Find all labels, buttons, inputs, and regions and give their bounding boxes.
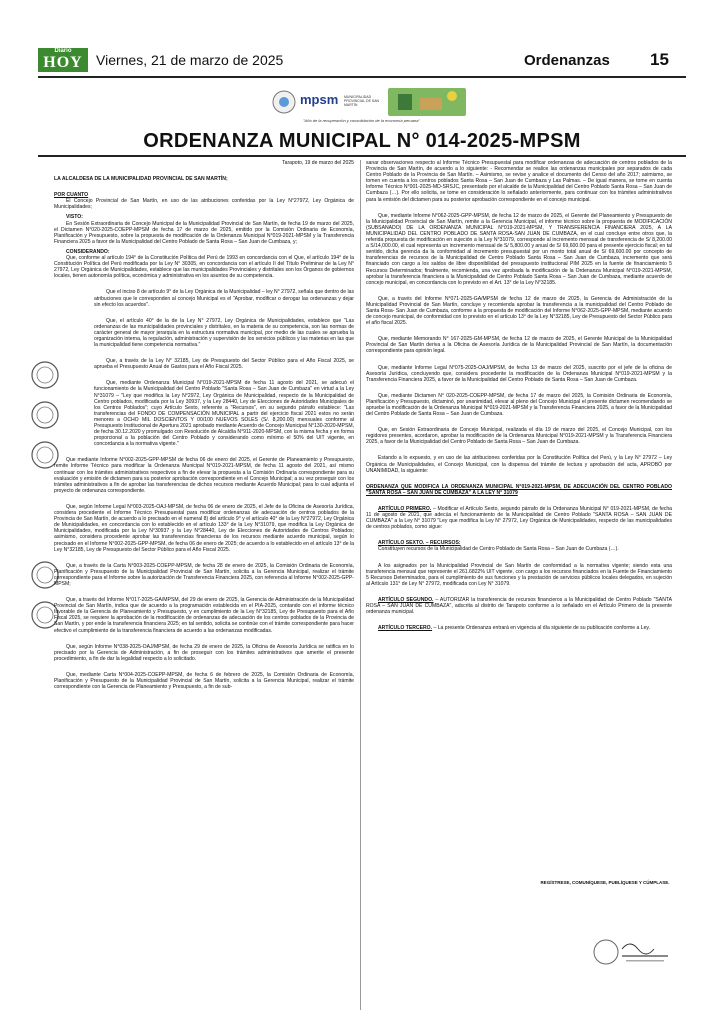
closing-formula: REGÍSTRESE, COMUNÍQUESE, PUBLÍQUESE Y CÚMPLASE. (540, 880, 670, 885)
considerando-heading: CONSIDERANDO: (66, 248, 110, 255)
article-first-text: – Modificar el Artículo Sexto, segundo párrafo de la Ordenanza Municipal N° 019-2021-MPSM, de fecha 11 de agosto de 2021, que adecúa el funcionamiento de la Municipalidad de Centro Poblado "SANTA ROSA – SAN JUAN DE CUMBAZA" a la Ley N° 31079 "Ley que modifica la Ley N° 27972, Ley Orgánica de Municipalidades, respecto de las municipalidades de centros poblados, como sigue: (366, 505, 672, 531)
article-third-text: – La presente Ordenanza entrará en vigencia al día siguiente de su publicación conforme a Ley. (432, 625, 651, 632)
paragraph: Que, mediante Ordenanza Municipal N°019-2021-MPSM de fecha 11 agosto del 2021, se adecuó el funcionamiento de la Municipalidad del Centro Poblado "Santa Rosa – San Juan de Cumbaza" en virtud a la Ley N°31079 – "Ley que modifica la Ley N°2972, Ley Orgánica de Municipalidad, respecto de la Municipalidad de Centro poblados, modificada por la Ley 30937, y la Ley 28440, Ley de Elecciones de Autoridades Municipales de los Centros Poblados"; cuyo Artículo Sexto, referente a "Recursos", en su segundo párrafo establece: "Las transferencias del FONDO DE COMPENSACIÓN MUNICIPAL a partir del ejercicio fiscal 2021 estos no serán menores a OCHO MIL DOSCIENTOS Y 00/100 NUEVOS SOLES (S/. 8,200.00) mensuales conforme al Presupuesto Institucional de Apertura 2021 aprobado mediante Acuerdo de Concejo Municipal N°130-2020-MPSM, de fecha 30.12.2020 y promulgado con Resolución de Alcaldía N°911-2020-MPSM, con la misma fecha y en forma proporcional a la población del Centro Poblado y considerando como mínimo el 50% del UIT vigente, en concordancia a la normativa vigente." (94, 380, 354, 448)
paragraph: Que, a través del Informe N°017-2025-GA/MPSM, del 29 de enero de 2025, la Gerencia de Administración de la Municipalidad Provincial de San Martín, indica que de acuerdo a la programación establecida en el PIA-2025, contando con el informe técnico favorable de la Gerencia de Planeamiento y Presupuesto, y en cumplimiento de la Ley N°32185, Ley de Presupuesto para el Año Fiscal 2025, se requiere la aprobación de la modificación de ordenanzas de adecuación de los centros poblados de la Provincia de San Martín, y por ende la transferencia financiera 2025; en tal sentido, solicita se continúe con el trámite correspondiente para hacer efectivo el cumplimiento de la transferencia financiera de acuerdo a las ordenanzas modificadas. (54, 597, 354, 634)
issue-date: Viernes, 21 de marzo de 2025 (96, 52, 284, 68)
ordinance-subtitle: ORDENANZA QUE MODIFICA LA ORDENANZA MUNICIPAL N°019-2021-MPSM, DE ADECUACIÓN DEL CENTRO POBLADO "SANTA ROSA – SAN JUAN DE CUMBAZA" A LA LEY N° 31079 (366, 483, 672, 496)
paragraph: Que, conforme al artículo 194° de la Constitución Política del Perú de 1993 en concordancia con el Que, el artículo 194° de la Constitución Política del Perú modificada por la Ley N° 30305, en concordancia con el artículo II del Título Preliminar de la Ley N° 27972, Ley Orgánica de Municipalidades, establece que las municipalidades Provinciales y distritales son los Órganos de gobiernos locales, tienen autonomía política, económica y administrativa en los asuntos de su competencia. (54, 255, 354, 280)
header-rule (38, 76, 686, 78)
org-short-name: mpsm (300, 92, 339, 107)
paragraph: Que mediante Informe N°002-2025-GPP-MPSM de fecha 06 de enero del 2025, el Gerente de Planeamiento y Presupuesto, remite Informe Técnico para modificar la Ordenanza Municipal N°019-2021-MPSM, de fecha 11 agosto del 2021, así mismo continuar con los trámites administrativos respectivos a fin de elevar la propuesta a la Comisión Ordinaria correspondiente para su evaluación y emisión de dictamen para su posterior aprobación correspondiente en el Concejo Municipal; a su vez proseguir con los trámites administrativos a fin de aprobar las transferencias de dichos recursos mediante Acuerdo Municipal; para lo cual adjunta el proyecto de ordenanza correspondiente. (54, 457, 354, 494)
ordinance-title: ORDENANZA MUNICIPAL N° 014-2025-MPSM (143, 130, 581, 152)
paragraph: sanar observaciones respecto al Informe Técnico Presupuestal para modificar ordenanzas de adecuación de centros poblados de la Provincia de San Martín, de acuerdo a lo siguiente: - Recomendar se realice las ordenanzas municipales por separados de cada Centro Poblado de la Provincia de San Martín. – Asimismo, se revise y analice el documento del Censo del año 2017; asimismo, se tomen en cuenta a los centros poblados Santa Rosa – San Juan de Cumbaza y Las Palmas. – De igual manera, se tome en cuenta Informe Técnico N°001-2025-MD-SRSJC, presentado por el alcalde de la Municipalidad del Centro Poblado Santa Rosa – San Juan de Cumbaza (…). Por ello solicita, se tome en consideración lo señalado anteriormente, para continuar con los trámites administrativos para la emisión del dictamen para su posterior aprobación correspondiente en el concejo municipal. (366, 160, 672, 203)
paragraph: Que, mediante Informe N°062-2025-GPP-MPSM, de fecha 12 de marzo de 2025, el Gerente del Planeamiento y Presupuesto de la Municipalidad Provincial de San Martín, remite a la Gerencia Municipal, el informe técnico sobre la propuesta de MODIFICACIÓN (SUBSANADO) DE LA ORDENANZA MUNICIPAL N°019-2021-MPSM, Y TRANSFERENCIA FINANCIERA 2025, A LA MUNICIPALIDAD DEL CENTRO POBLADO DE SANTA ROSA-SAN JUAN DE CUMBAZA, en el cual concluye entre otros que, la referida propuesta de modificación en sujeción a la Ley N°31079, corresponde al incremento mensual de transferencia de S/ 8,200.00 a S/14,000.00, el cual representa un incremento mensual de S/ 5,800.00 y anual de S/ 69,600.00 para el presente ejercicio fiscal; en tal sentido, dicha gerencia da la conformidad al incremento presupuestal por un monto total anual de S/ 69,600.00 por concepto de transferencias de recursos de la Municipalidad de Centro Poblado Santa Rosa – San Juan de Cumbaza, incremento que será financiado con cargo a los saldos de libre disponibilidad del presupuesto institucional PIM 2025 en la fuente de financiamiento 5 Recursos Determinados; finalmente, recomienda, una vez aprobada la modificación de la Ordenanza Municipal N°019-2021-MPSM, aprobar la transferencia financiera a la Municipalidad de Centro Poblado Santa Rosa – San Juan de Cumbaza, mediante acuerdo de concejo municipal, en concordancia con lo previsto en el Art. 13° de la Ley N°32185. (366, 212, 672, 286)
paragraph: Que, a través del Informe N°071-2025-GA/MPSM de fecha 12 de marzo de 2025, la Gerencia de Administración de la Municipalidad Provincial de San Martín, concluye y recomienda aprobar la transferencia a la municipalidad del Centro Poblado de Santa Rosa- San Juan de Cumbaza, conforme a la propuesta de modificación del Informe N°062-2025-GPP-MPSM, mediante acuerdo de concejo municipal, de conformidad con lo previsto en el artículo 13° de la Ley N°32185, Ley de Presupuesto del Sector Público para el año fiscal 2025. (366, 295, 672, 327)
logo-small-text: Diario (54, 48, 72, 54)
logo-big-text: HOY (43, 54, 83, 71)
article-second-label: ARTÍCULO SEGUNDO. (378, 596, 434, 603)
column-divider (360, 160, 361, 1010)
place-date: Tarapoto, 19 de marzo del 2025 (282, 160, 354, 166)
article-first (366, 506, 672, 530)
paragraph: El Concejo Provincial de San Martín, en uso de las atribuciones conferidas por la Ley N°27972, Ley Orgánica de Municipalidades; (54, 198, 354, 211)
por-cuanto-heading: POR CUANTO (54, 192, 89, 199)
paragraph: Que el inciso 8 de artículo 9° de la Ley Orgánica de la Municipalidad – ley N° 27972, señala que dentro de las atribuciones que le corresponden al concejo Municipal es el "Aprobar, modificar o derogar las ordenanzas y dejar sin efecto los acuerdos". (94, 289, 354, 308)
signature-stamp-icon (592, 935, 672, 969)
paragraph: Que, según Informe Legal N°003-2025-OAJ-MPSM, de fecha 06 de enero de 2025, el Jefe de la Oficina de Asesoría Jurídica, considera procedente el Informe Técnico Presupuestal para modificar ordenanzas de adecuación de centros poblados de la Provincia de San Martín, de acuerdo a lo precisado en el numeral 8) del artículo 9° y el artículo 40° de la Ley N°27972, Ley Orgánica de Municipalidades, en concordancia con lo establecido en el artículo 133° de la Ley N°31079, que modifica la Ley Orgánica de Municipalidades, modificada por la Ley N°30937 y la Ley N°28440, Ley de Elecciones de Autoridades de Centros Poblados; asimismo, considera procedente aprobar las transferencias financieras de los recursos mediante acuerdo municipal, según lo precisado en el Informe N°002-2025-GPP-MPSM, de fecha 06 de enero de 2025; de acuerdo a lo establecido en el artículo 13° de la Ley N°32185, Ley de Presupuesto del Sector Público para el Año Fiscal 2025. (54, 503, 354, 553)
municipality-banner (268, 86, 468, 118)
article-sixth-label: ARTÍCULO SEXTO. – RECURSOS: (378, 540, 461, 547)
article-third-label: ARTÍCULO TERCERO. (378, 625, 433, 632)
article-sixth-text: Constituyen recursos de la Municipalidad de Centro Poblado de Santa Rosa – San Juan de Cumbaza (…). (378, 546, 619, 553)
paragraph: Que, mediante Carta N°004-2025-COEPP-MPSM, de fecha 6 de febrero de 2025, la Comisión Ordinaria de Economía, Planificación y Presupuesto de la Municipalidad Provincial de San Martín, solicita a la Gerencia Municipal, realizar el trámite correspondiente con la Gerencia de Planeamiento y Presupuesto, a fin de sub- (54, 671, 354, 691)
article-third (366, 625, 672, 631)
paragraph: Que, mediante Dictamen N° 020-2025-COEPP-MPSM, de fecha 17 de marzo del 2025, la Comisión Ordinaria de Economía, Planificación y Presupuesto, dictaminó, por unanimidad, elevar al pleno del Concejo Municipal el presente dictamen recomendando se apruebe la modificación de la Ordenanza Municipal N°019-2021-MPSM y la Transferencia Financiera 2025, a favor de la Municipalidad del Centro Poblado de Santa Rosa – San Juan de Cumbaza. (366, 392, 672, 418)
title-rule (38, 155, 686, 157)
paragraph: Que, mediante Memorando N° 167-2025-GM-MPSM, de fecha 12 de marzo de 2025, el Gerente Municipal de la Municipalidad Provincial de San Martín deriva a la Oficina de Asesoría Jurídica de la Municipalidad Provincial de San Martín, la documentación correspondiente para opinión legal. (366, 336, 672, 355)
paragraph: Que, mediante Informe Legal N°075-2025-OAJ/MPSM, de fecha 13 de marzo del 2025, suscrito por el jefe de la oficina de Asesoría Jurídica, concluyendo que, considera procedente la modificación de la Ordenanza Municipal N°019-2021-MPSM y la Transferencia Financiera 2025, a favor de la Municipalidad del Centro Poblado de Santa Rosa – San Juan de Cumbaza. (366, 364, 672, 383)
right-column (366, 160, 672, 635)
visto-heading: VISTO: (66, 214, 83, 221)
paragraph: Que, en Sesión Extraordinaria de Concejo Municipal, realizada el día 19 de marzo del 2025, el Concejo Municipal, con los regidores presentes, acordaron, aprobar la modificación de la Ordenanza Municipal N°019-2021-MPSM y la Transferencia Financiera 2025, a favor de la Municipalidad del Centro Poblado de Santa Rosa – San Juan de Cumbaza. (366, 427, 672, 446)
article-first-label: ARTÍCULO PRIMERO. (378, 505, 432, 512)
left-column (54, 160, 354, 694)
org-full-name: MUNICIPALIDAD PROVINCIAL DE SAN MARTÍN (344, 95, 380, 107)
paragraph: Que, a través de la Ley N° 32185, Ley de Presupuesto del Sector Público para el Año Fiscal 2025, se aprueba el Presupuesto Anual de Gastos para el Año Fiscal 2025. (94, 358, 354, 371)
article-sixth-text: A los asignados por la Municipalidad Provincial de San Martín de conformidad a la normativa vigente; siendo esta una transferencia mensual que represente el 261.6822% UIT vigente, con cargo a los recursos financiados en la Fuente de Financiamiento 5 Recursos Determinados, para el cumplimiento de sus funciones y la prestación de servicios públicos locales delegados, en sujeción al Artículo 131° de Ley N° 27972, modificada con Ley N° 31079. (366, 562, 672, 587)
year-slogan: "Año de la recuperación y consolidación de la economía peruana" (303, 118, 420, 123)
article-second-text: – AUTORIZAR la transferencia de recursos financieros a la Municipalidad de Centro Poblado "SANTA ROSA – SAN JUAN DE CUMBAZA", adscrita al distrito de Tarapoto conforme a lo señalado en el Artículo Primero de la presente ordenanza municipal. (366, 596, 672, 616)
article-second (366, 597, 672, 615)
mayor-heading: LA ALCALDESA DE LA MUNICIPALIDAD PROVINCIAL DE SAN MARTÍN; (54, 176, 228, 183)
paragraph: Que, según Informe N°038-2025-OAJ/MPSM, de fecha 29 de enero de 2025, la Oficina de Asesoría Jurídica se ratifica en lo precisado por la Gerencia de Administración, a fin de proseguir con los trámites administrativos que amerite el presente procedimiento, a fin de dar la legalidad respecto a lo solicitado. (54, 643, 354, 662)
paragraph: Que, a través de la Carta N°003-2025-COEPP-MPSM, de fecha 28 de enero de 2025, la Comisión Ordinaria de Economía, Planificación y Presupuesto de la Municipalidad Provincial de San Martín, solicita a la Gerencia Municipal, realizar el trámite correspondiente para el Informe sobre la autorización de Transferencia Financiera 2025, con referencia al Informe N°002-2025-GPP-MPSM; (54, 562, 354, 587)
page-number: 15 (650, 50, 669, 69)
paragraph: Que, el artículo 40° de la de la Ley N° 27972, Ley Orgánica de Municipalidades, establece que "Las ordenanzas de las municipalidades provinciales y distritales, en la materia de su competencia, son las normas de carácter general de mayor jerarquía en la estructura normativa municipal, por medio de las cuales se aprueba la organización interna, la regulación, administración y supervisión de los servicios públicos y las materias en las que la municipalidad tiene competencia normativa." (94, 317, 354, 349)
newspaper-logo (38, 48, 88, 72)
section-name: Ordenanzas (524, 52, 610, 69)
paragraph: En Sesión Extraordinaria de Concejo Municipal de la Municipalidad Provincial de San Martín, de fecha 19 de marzo del 2025, el Dictamen N°020-2025-COEPP-MPSM de fecha 17 de marzo de 2025, emitido por la Comisión Ordinaria de Economía, Planificación y Presupuesto, sobre la propuesta de modificación de la Ordenanza Municipal N°019-2021-MPSM y la Transferencia Financiera 2025 a favor de la Municipalidad del Centro Poblado de Santa Rosa – San Juan de Cumbaza, y; (54, 220, 354, 245)
paragraph: Estando a lo expuesto, y en uso de las atribuciones conferidas por la Constitución Política del Perú, y la Ley N° 27972 – Ley Orgánica de Municipalidades, el Concejo Municipal, con la dispensa del trámite de lectura y aprobación del acta, APROBÓ por UNANIMIDAD, la siguiente: (366, 455, 672, 474)
